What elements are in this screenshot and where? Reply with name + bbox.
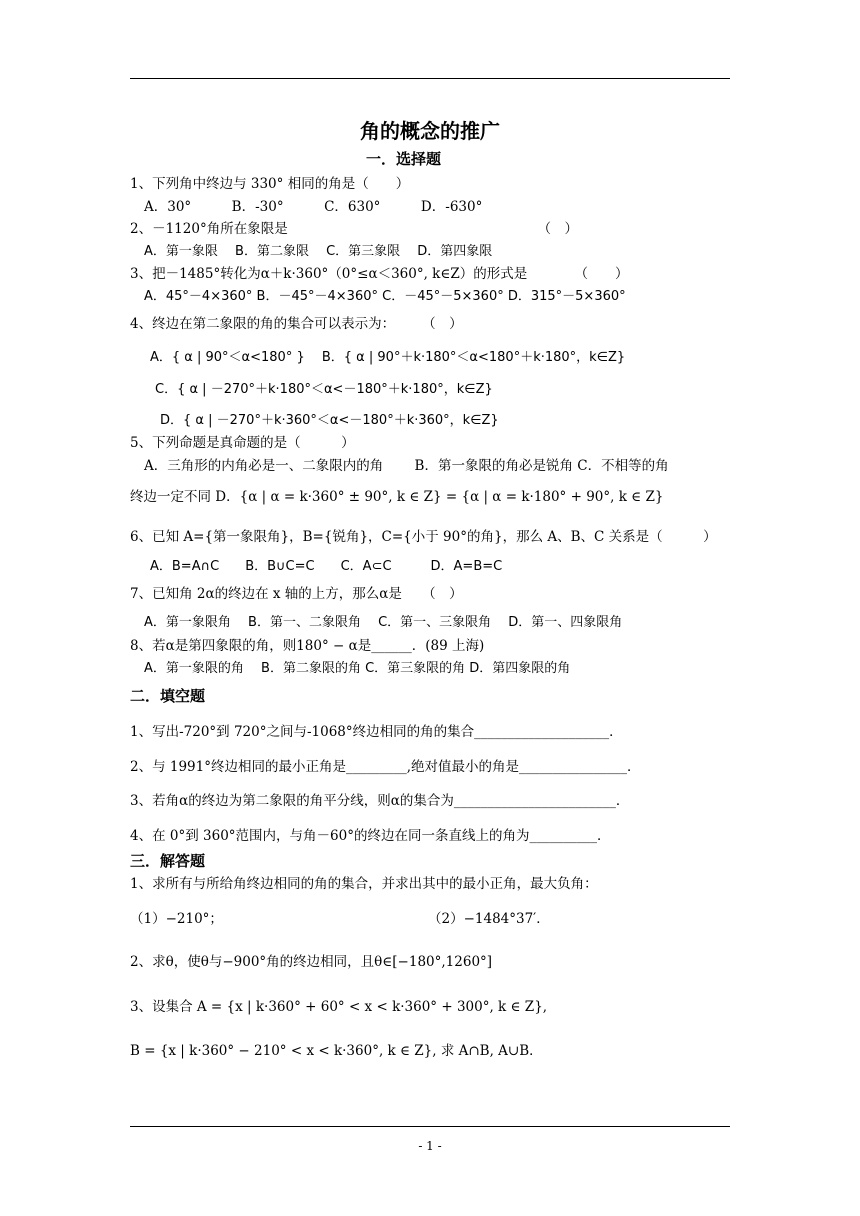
section-heading-fill: 二．填空题 <box>130 687 206 705</box>
question-7: 7、已知角 2α的终边在 x 轴的上方，那么α是 （ ） <box>130 586 463 602</box>
page-number: - 1 - <box>418 1139 442 1153</box>
section-heading-choice: 一．选择题 <box>366 150 442 168</box>
solve-question-2: 2、求θ，使θ与−900°角的终边相同，且θ∈[−180°,1260°] <box>130 954 493 970</box>
question-7-options: A．第一象限角 B．第一、二象限角 C．第一、三象限角 D．第一、四象限角 <box>144 615 623 630</box>
question-4-option-d: D．{ α | －270°＋k·360°＜α<－180°＋k·360°，k∈Z} <box>160 413 499 428</box>
page-title: 角的概念的推广 <box>360 119 500 143</box>
question-2-options: A．第一象限 B．第二象限 C．第三象限 D．第四象限 <box>144 244 493 259</box>
solve-question-3: 3、设集合 A = {x | k·360° + 60° < x < k·360° + 300°, k ∈ Z}, <box>130 999 548 1015</box>
header-rule <box>130 78 730 79</box>
solve-question-1-part-1: （1）−210°； <box>130 911 223 927</box>
question-1: 1、下列角中终边与 330° 相同的角是（ ） <box>130 176 410 192</box>
fill-question-2: 2、与 1991°终边相同的最小正角是_________,绝对值最小的角是________________． <box>130 759 641 775</box>
solve-question-3-cont: B = {x | k·360° − 210° < x < k·360°, k ∈ Z}, 求 A∩B, A∪B． <box>130 1043 543 1059</box>
footer-rule <box>130 1126 730 1127</box>
solve-question-1: 1、求所有与所给角终边相同的角的集合，并求出其中的最小正角，最大负角： <box>130 876 598 892</box>
question-4-options-ab: A．{ α | 90°＜α<180° } B．{ α | 90°＋k·180°＜α<180°＋k·180°，k∈Z} <box>150 350 626 365</box>
question-3: 3、把－1485°转化为α＋k·360°（0°≤α＜360°, k∈Z）的形式是 （ ） <box>130 266 629 282</box>
question-6: 6、已知 A={第一象限角}，B={锐角}，C={小于 90°的角}，那么 A、B、C 关系是（ ） <box>130 529 717 545</box>
question-5-option-d: 终边一定不同 D．{α | α = k·360° ± 90°, k ∈ Z} = {α | α = k·180° + 90°, k ∈ Z} <box>130 489 664 505</box>
question-5-options-abc: A．三角形的内角必是一、二象限内的角 B．第一象限的角必是锐角 C．不相等的角 <box>144 458 669 474</box>
section-heading-solve: 三．解答题 <box>130 852 206 870</box>
question-1-options: A．30° B．-30° C．630° D．-630° <box>144 199 483 215</box>
question-6-options: A．B=A∩C B．B∪C=C C．A⊂C D．A=B=C <box>150 559 503 574</box>
question-3-options: A．45°－4×360° B．－45°－4×360° C．－45°－5×360° D．315°－5×360° <box>144 289 626 304</box>
fill-question-3: 3、若角α的终边为第二象限的角平分线，则α的集合为________________________． <box>130 793 630 809</box>
solve-question-1-part-2: （2）−1484°37′． <box>428 911 550 927</box>
fill-question-4: 4、在 0°到 360°范围内，与角－60°的终边在同一条直线上的角为__________． <box>130 828 611 844</box>
fill-question-1: 1、写出-720°到 720°之间与-1068°终边相同的角的集合____________________． <box>130 724 623 740</box>
question-4: 4、终边在第二象限的角的集合可以表示为： （ ） <box>130 316 463 332</box>
question-5: 5、下列命题是真命题的是（ ） <box>130 435 355 451</box>
question-8-options: A．第一象限的角 B．第二象限的角 C．第三象限的角 D．第四象限的角 <box>144 661 571 676</box>
question-4-option-c: C．{ α | －270°＋k·180°＜α<－180°＋k·180°，k∈Z} <box>155 382 493 397</box>
question-8: 8、若α是第四象限的角，则180° − α是______．(89 上海) <box>130 638 485 654</box>
question-2: 2、－1120°角所在象限是 （ ） <box>130 221 578 237</box>
